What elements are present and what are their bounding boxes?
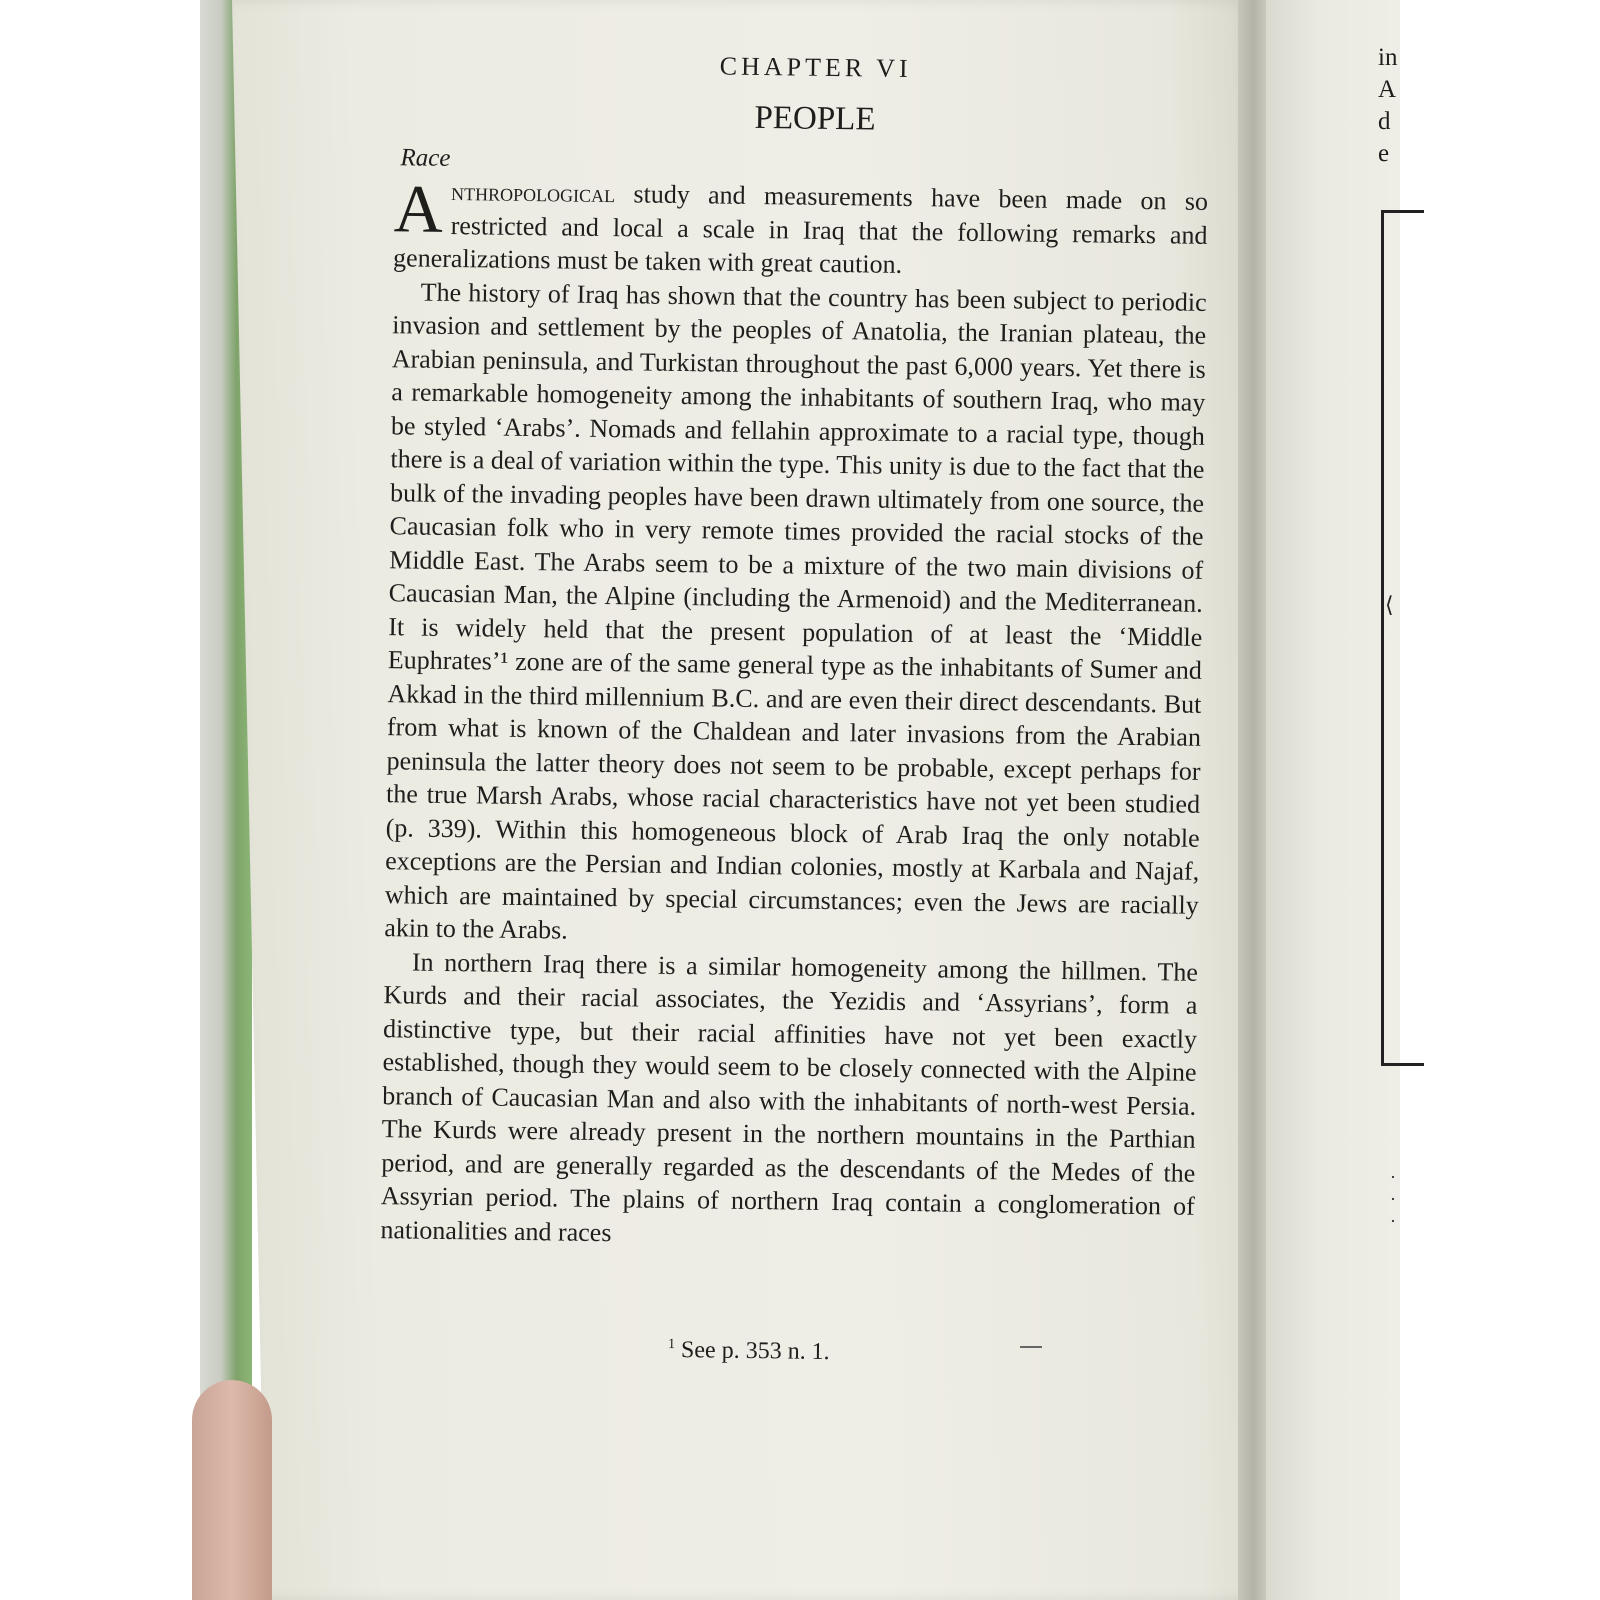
facing-page-map-ticks: · · · [1390, 1167, 1396, 1231]
thumb [192, 1380, 272, 1600]
background-left [0, 0, 200, 1600]
fragment-4: e [1378, 140, 1390, 167]
drop-cap: A [393, 170, 444, 247]
facing-page-text-fragments [1378, 42, 1408, 170]
paragraph-1 [375, 170, 1209, 285]
paragraph-3: In northern Iraq there is a similar homogeneity among the hillmen. The Kurds and their racial associates, the Yezidis and ‘Assyrians’, form a distinctive type, but their racial affinities have not yet been exactly established, though they would seem to be closely connected with the Alpine branch of Caucasian Man and also with the inhabitants of north-west Persia. The Kurds were already present in the northern mountains in the Parthian period, and are generally regarded as the descendants of the Medes of the Assyrian period. The plains of northern Iraq contain a conglomeration of nationalities and races [380, 947, 1199, 1247]
facing-page-map-frame [1381, 210, 1424, 1066]
paragraph-1-text: study and measurements have been made on so restricted and local a scale in Iraq that the following remarks and generalizations must be taken with great caution. [392, 179, 1209, 279]
paragraph-1-lead: nthropological [450, 176, 616, 209]
fragment-2: A [1378, 76, 1397, 103]
background-right [1400, 0, 1600, 1600]
chapter-title: PEOPLE [754, 99, 876, 138]
section-heading: Race [400, 144, 451, 172]
fragment-1: in [1378, 44, 1398, 71]
footnote [668, 1337, 830, 1366]
chapter-label: CHAPTER VI [719, 51, 912, 83]
paragraph-2: The history of Iraq has shown that the country has been subject to periodic invasion and settlement by the peoples of Anatolia, the Iranian plateau, the Arabian peninsula, and Turkistan throughout the past 6,000 years. Yet there is a remarkable homogeneity among the inhabitants of southern Iraq, who may be styled ‘Arabs’. Nomads and fellahin approximate to a racial type, though there is a deal of variation within the type. This unity is due to the fact that the bulk of the invading peoples have been drawn ultimately from one source, the Caucasian folk who in very remote times provided the racial stocks of the Middle East. The Arabs seem to be a mixture of the two main divisions of Caucasian Man, the Alpine (including the Armenoid) and the Mediterranean. It is widely held that the present population of at least the ‘Middle Euphrates’¹ zone are of the same general type as the inhabitants of Sumer and Akkad in the third millennium B.C. and are even their direct descendants. But from what is known of the Chaldean and later invasions from the Arabian peninsula the latter theory does not seem to be probable, except perhaps for the true Marsh Arabs, whose racial characteristics have not yet been studied (p. 339). Within this homogeneous block of Arab Iraq the only notable exceptions are the Persian and Indian colonies, mostly at Karbala and Najaf, which are maintained by special circumstances; even the Jews are racially akin to the Arabs. [384, 277, 1207, 945]
fragment-3: d [1378, 108, 1391, 135]
footnote-text: See p. 353 n. 1. [680, 1337, 830, 1366]
right-page [1266, 0, 1400, 1600]
facing-page-map-mark: ⟨ [1385, 592, 1394, 617]
footnote-marker: 1 [667, 1336, 676, 1353]
page-mark-dash [1020, 1346, 1042, 1348]
page-text-block [362, 40, 1210, 1257]
